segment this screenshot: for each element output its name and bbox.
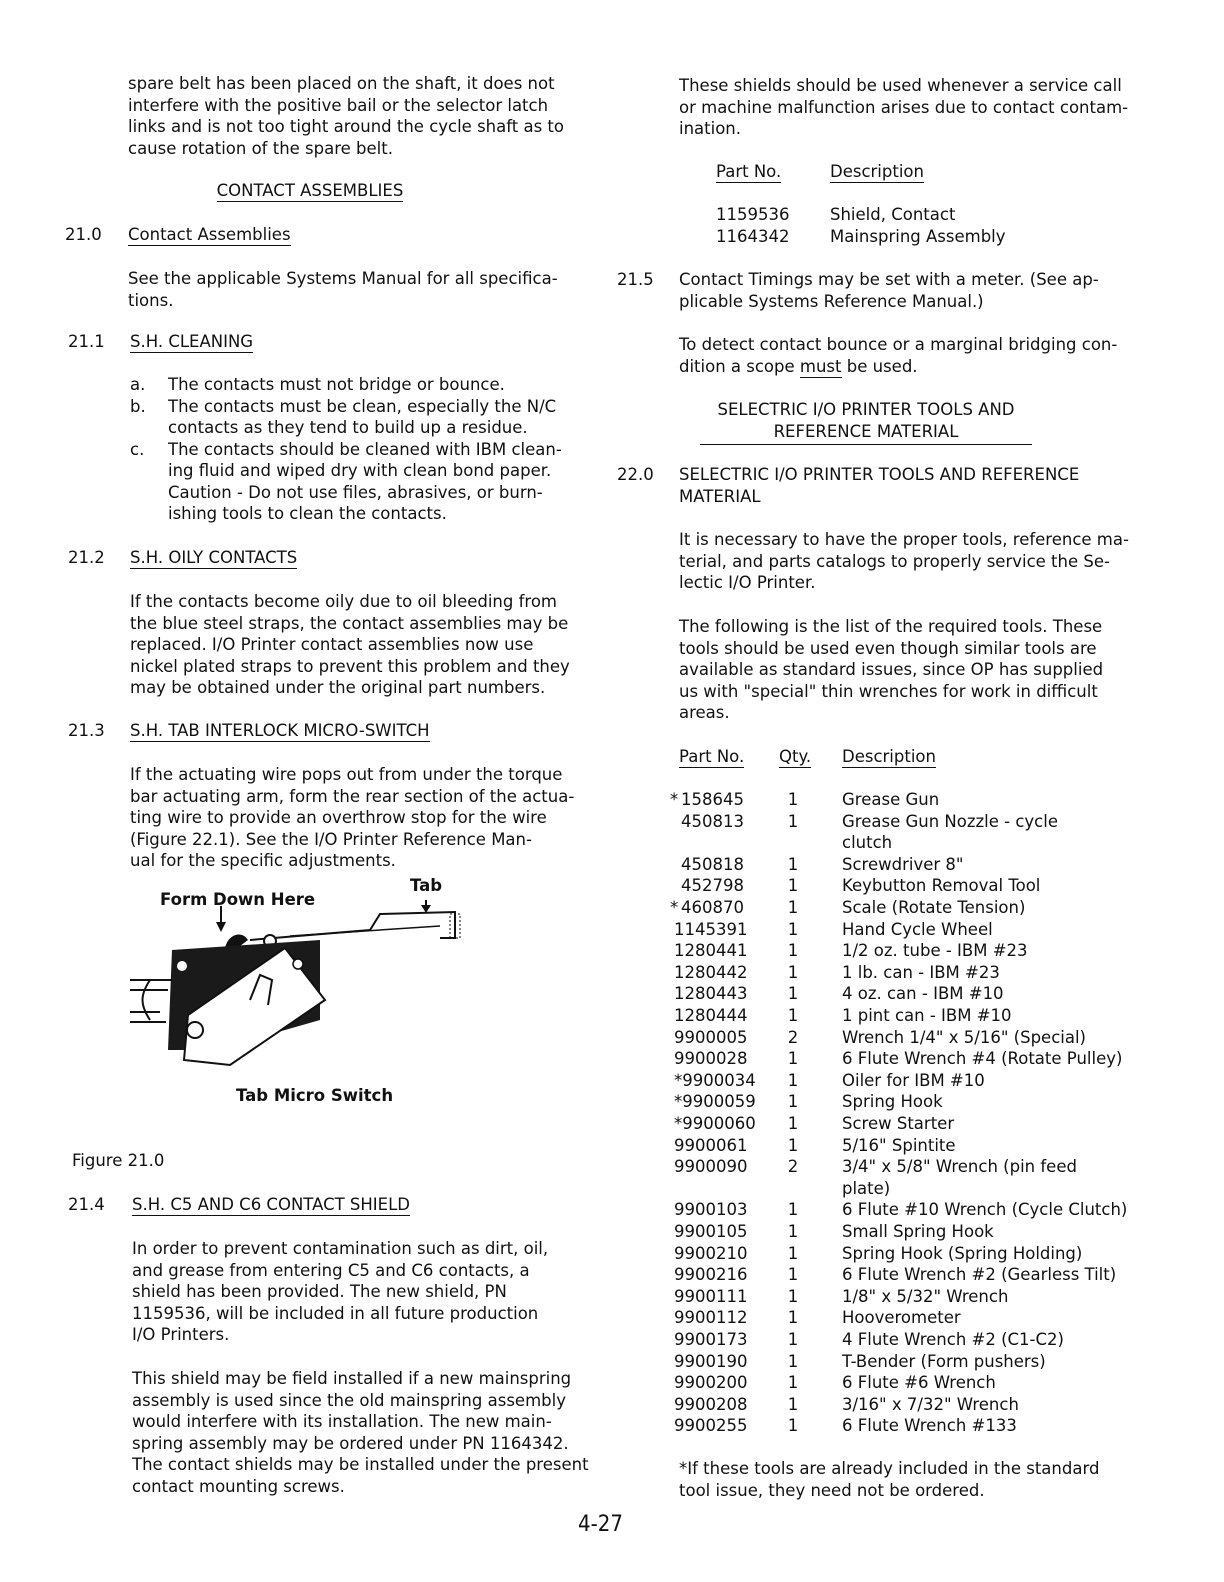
tool-description: 6 Flute Wrench #2 (Gearless Tilt) bbox=[842, 1265, 1117, 1285]
figure-label-form-down: Form Down Here bbox=[160, 890, 316, 909]
tool-description: Keybutton Removal Tool bbox=[842, 876, 1041, 896]
part-number: 9900173 bbox=[674, 1330, 748, 1349]
section-21-2-text bbox=[130, 591, 570, 699]
list-text: The contacts must not bridge or bounce. bbox=[168, 375, 505, 394]
text-line: tool issue, they need not be ordered. bbox=[679, 1480, 985, 1500]
text-line: This shield may be field installed if a new mainspring bbox=[132, 1369, 572, 1388]
section-title-text: S.H. C5 AND C6 CONTACT SHIELD bbox=[132, 1195, 410, 1214]
part-number: 9900200 bbox=[674, 1373, 748, 1393]
part-number: *9900034 bbox=[674, 1070, 756, 1090]
shield-table-part: 1159536 bbox=[716, 205, 790, 224]
section-number-21-0: 21.0 bbox=[65, 225, 102, 244]
part-number: 9900190 bbox=[674, 1351, 748, 1371]
quantity: 1 bbox=[787, 1416, 799, 1436]
part-number: 9900255 bbox=[674, 1416, 748, 1436]
section-21-5-paragraph-1 bbox=[679, 269, 1099, 312]
required-mark: * bbox=[670, 898, 679, 917]
part-number: 9900112 bbox=[674, 1308, 748, 1328]
tools-table-header-part bbox=[679, 746, 744, 768]
tool-description: 6 Flute Wrench #133 bbox=[842, 1416, 1017, 1436]
section-title-22-0 bbox=[679, 464, 1079, 507]
text-line: To detect contact bounce or a marginal bridging con- bbox=[679, 335, 1118, 354]
footnote bbox=[679, 1458, 1099, 1501]
micro-switch-illustration bbox=[120, 900, 480, 1070]
header-text: Qty. bbox=[779, 747, 812, 766]
list-text: The contacts must be clean, especially the N/C bbox=[168, 396, 557, 416]
section-title-text: S.H. CLEANING bbox=[130, 332, 254, 351]
part-number: 9900061 bbox=[674, 1135, 748, 1155]
text-line: available as standard issues, since OP has supplied bbox=[679, 660, 1104, 679]
intro-paragraph bbox=[128, 73, 564, 159]
part-number: 9900105 bbox=[674, 1222, 748, 1241]
part-number: 9900210 bbox=[674, 1243, 748, 1263]
text-line: areas. bbox=[679, 703, 730, 722]
tool-description: T-Bender (Form pushers) bbox=[842, 1351, 1046, 1371]
section-21-5-paragraph-2 bbox=[679, 334, 1117, 377]
section-title-text: S.H. TAB INTERLOCK MICRO-SWITCH bbox=[130, 721, 430, 740]
text-line: If the contacts become oily due to oil bleeding from bbox=[130, 592, 558, 611]
mounting-hole bbox=[177, 961, 187, 971]
tool-description: Oiler for IBM #10 bbox=[842, 1070, 985, 1090]
section-title-21-2 bbox=[130, 547, 297, 569]
heading-text: CONTACT ASSEMBLIES bbox=[216, 181, 404, 200]
shield-table-part: 1164342 bbox=[716, 227, 790, 246]
list-marker: b. bbox=[130, 396, 146, 416]
part-number: 1280444 bbox=[674, 1006, 748, 1025]
text-line: I/O Printers. bbox=[132, 1325, 230, 1344]
text-line: links and is not too tight around the cycle shaft as to bbox=[128, 117, 564, 136]
mounting-screw bbox=[293, 959, 303, 969]
text-line: ination. bbox=[679, 119, 742, 138]
tools-reference-heading bbox=[700, 399, 1032, 445]
section-title-21-3 bbox=[130, 720, 430, 742]
header-text: Part No. bbox=[716, 162, 782, 181]
section-number-21-5: 21.5 bbox=[617, 270, 654, 289]
list-item bbox=[130, 396, 562, 418]
tools-table-header-qty bbox=[779, 746, 811, 768]
part-number: 1145391 bbox=[674, 919, 748, 939]
section-title-21-0 bbox=[128, 224, 291, 246]
text-line: lectic I/O Printer. bbox=[679, 573, 816, 592]
shield-table-header-desc bbox=[830, 161, 924, 183]
text-line: or machine malfunction arises due to contact contam- bbox=[679, 97, 1129, 117]
text-line: nickel plated straps to prevent this problem and they bbox=[130, 656, 570, 676]
header-text: Description bbox=[830, 162, 924, 181]
text-fragment: be used. bbox=[841, 356, 918, 376]
shield-table-header-part bbox=[716, 161, 781, 183]
text-line: interfere with the positive bail or the selector latch bbox=[128, 95, 549, 115]
part-number: 1280442 bbox=[674, 962, 748, 982]
quantity: 1 bbox=[787, 1200, 799, 1220]
shield-table-desc: Mainspring Assembly bbox=[830, 227, 1006, 246]
switch-terminals bbox=[130, 980, 172, 1022]
section-number-21-4: 21.4 bbox=[68, 1195, 105, 1214]
title-line: SELECTRIC I/O PRINTER TOOLS AND REFERENCE bbox=[679, 465, 1080, 484]
part-number: 452798 bbox=[681, 876, 744, 896]
part-number: 1280441 bbox=[674, 941, 748, 961]
list-text: ishing tools to clean the contacts. bbox=[168, 504, 447, 523]
tool-description: Spring Hook bbox=[842, 1092, 943, 1112]
section-title-21-1 bbox=[130, 331, 253, 353]
quantity: 1 bbox=[787, 1373, 799, 1393]
text-line: may be obtained under the original part numbers. bbox=[130, 678, 546, 697]
text-line: contact mounting screws. bbox=[132, 1476, 345, 1496]
part-number: 9900028 bbox=[674, 1049, 748, 1069]
text-line bbox=[679, 356, 1117, 378]
list-text: Caution - Do not use files, abrasives, or burn- bbox=[168, 482, 543, 502]
tool-description: clutch bbox=[842, 833, 893, 853]
text-line: 1159536, will be included in all future production bbox=[132, 1303, 539, 1323]
list-text: ing fluid and wiped dry with clean bond paper. bbox=[168, 461, 552, 480]
mounting-screw bbox=[187, 1022, 203, 1038]
text-line: bar actuating arm, form the rear section of the actua- bbox=[130, 786, 575, 806]
tool-description: 4 Flute Wrench #2 (C1-C2) bbox=[842, 1330, 1064, 1349]
text-line: ting wire to provide an overthrow stop for the wire bbox=[130, 808, 547, 827]
cleaning-list bbox=[130, 374, 562, 525]
quantity: 1 bbox=[787, 1394, 799, 1414]
actuating-wire bbox=[290, 926, 440, 936]
part-number: 9900090 bbox=[674, 1157, 748, 1177]
text-line: (Figure 22.1). See the I/O Printer Reference Man- bbox=[130, 829, 532, 849]
part-number: 158645 bbox=[681, 790, 744, 809]
text-fragment: dition a scope bbox=[679, 356, 800, 376]
tool-description: Grease Gun bbox=[842, 790, 940, 809]
text-line: If the actuating wire pops out from under the torque bbox=[130, 765, 563, 784]
text-line: Contact Timings may be set with a meter. (See ap- bbox=[679, 270, 1099, 289]
quantity: 2 bbox=[787, 1157, 799, 1177]
tool-description: Screwdriver 8" bbox=[842, 854, 964, 874]
tool-description: 3/4" x 5/8" Wrench (pin feed bbox=[842, 1157, 1077, 1177]
text-line: tools should be used even though similar tools are bbox=[679, 638, 1097, 658]
text-line: terial, and parts catalogs to properly service the Se- bbox=[679, 551, 1110, 571]
text-line: plicable Systems Reference Manual.) bbox=[679, 291, 984, 311]
text-line: The contact shields may be installed under the present bbox=[132, 1455, 589, 1474]
tool-description: 1 lb. can - IBM #23 bbox=[842, 962, 1000, 982]
part-number: 9900005 bbox=[674, 1027, 748, 1047]
section-21-3-text bbox=[130, 764, 574, 872]
tool-description: 5/16" Spintite bbox=[842, 1135, 956, 1155]
contact-assemblies-heading bbox=[208, 180, 412, 202]
section-number-21-1: 21.1 bbox=[68, 332, 105, 351]
tool-description: Hooverometer bbox=[842, 1308, 961, 1328]
header-text: Description bbox=[842, 747, 936, 766]
quantity: 1 bbox=[787, 984, 799, 1004]
text-line: tions. bbox=[128, 290, 174, 310]
quantity: 1 bbox=[787, 854, 799, 874]
header-text: Part No. bbox=[679, 747, 745, 766]
section-title-21-4 bbox=[132, 1194, 410, 1216]
text-line: The following is the list of the required tools. These bbox=[679, 617, 1103, 636]
section-22-0-paragraph-1 bbox=[679, 529, 1129, 594]
text-line: spare belt has been placed on the shaft, it does not bbox=[128, 74, 555, 93]
text-line: the blue steel straps, the contact assemblies may be bbox=[130, 613, 569, 633]
quantity: 1 bbox=[787, 1351, 799, 1371]
quantity: 1 bbox=[787, 919, 799, 939]
list-marker: a. bbox=[130, 375, 146, 394]
section-number-22-0: 22.0 bbox=[617, 465, 654, 484]
section-22-0-paragraph-2 bbox=[679, 616, 1103, 724]
quantity: 1 bbox=[787, 1070, 799, 1090]
terminal-lead bbox=[143, 980, 151, 1020]
part-number: 450818 bbox=[681, 854, 744, 874]
list-text: contacts as they tend to build up a residue. bbox=[168, 418, 528, 437]
text-line: In order to prevent contamination such as dirt, oil, bbox=[132, 1239, 549, 1258]
tool-description: Small Spring Hook bbox=[842, 1222, 994, 1241]
section-title-text: S.H. OILY CONTACTS bbox=[130, 548, 298, 567]
page-number: 4-27 bbox=[578, 1512, 623, 1537]
quantity: 1 bbox=[787, 941, 799, 961]
quantity: 1 bbox=[787, 1222, 799, 1241]
text-line: assembly is used since the old mainspring assembly bbox=[132, 1390, 566, 1410]
section-number-21-3: 21.3 bbox=[68, 721, 105, 740]
shield-table-desc: Shield, Contact bbox=[830, 205, 956, 224]
tool-description: Wrench 1/4" x 5/16" (Special) bbox=[842, 1027, 1086, 1047]
heading-line: REFERENCE MATERIAL bbox=[773, 421, 959, 441]
tool-description: 6 Flute Wrench #4 (Rotate Pulley) bbox=[842, 1049, 1123, 1069]
shields-paragraph bbox=[679, 75, 1128, 140]
quantity: 1 bbox=[787, 1049, 799, 1069]
section-21-4-paragraph-2 bbox=[132, 1368, 589, 1497]
tool-description: 1/8" x 5/32" Wrench bbox=[842, 1286, 1009, 1306]
heading-line: SELECTRIC I/O PRINTER TOOLS AND bbox=[717, 400, 1015, 419]
quantity: 1 bbox=[787, 1006, 799, 1025]
figure-number-label: Figure 21.0 bbox=[72, 1151, 165, 1170]
list-item bbox=[130, 374, 562, 396]
text-line: These shields should be used whenever a service call bbox=[679, 76, 1122, 95]
tool-description: Hand Cycle Wheel bbox=[842, 919, 993, 939]
tool-description: 3/16" x 7/32" Wrench bbox=[842, 1394, 1019, 1414]
tool-description: 1/2 oz. tube - IBM #23 bbox=[842, 941, 1028, 961]
tool-description: plate) bbox=[842, 1178, 891, 1198]
text-line: would interfere with its installation. The new main- bbox=[132, 1412, 552, 1431]
text-line: replaced. I/O Printer contact assemblies now use bbox=[130, 635, 534, 654]
text-line: shield has been provided. The new shield, PN bbox=[132, 1282, 507, 1301]
text-line: us with "special" thin wrenches for work in difficult bbox=[679, 681, 1098, 701]
text-line: ual for the specific adjustments. bbox=[130, 851, 396, 870]
section-21-4-paragraph-1 bbox=[132, 1238, 548, 1346]
tool-description: Scale (Rotate Tension) bbox=[842, 898, 1026, 917]
quantity: 1 bbox=[787, 1330, 799, 1349]
section-title-text: Contact Assemblies bbox=[128, 225, 291, 244]
text-line: It is necessary to have the proper tools, reference ma- bbox=[679, 530, 1129, 549]
quantity: 2 bbox=[787, 1027, 799, 1047]
quantity: 1 bbox=[787, 1308, 799, 1328]
tool-description: 1 pint can - IBM #10 bbox=[842, 1006, 1012, 1025]
text-line: and grease from entering C5 and C6 contacts, a bbox=[132, 1260, 530, 1280]
tool-description: Spring Hook (Spring Holding) bbox=[842, 1243, 1083, 1263]
part-number: *9900059 bbox=[674, 1092, 756, 1112]
list-marker: c. bbox=[130, 439, 145, 459]
part-number: 9900216 bbox=[674, 1265, 748, 1285]
figure-label-tab: Tab bbox=[410, 876, 443, 895]
list-item bbox=[130, 439, 562, 461]
figure-caption: Tab Micro Switch bbox=[236, 1086, 394, 1105]
text-line: cause rotation of the spare belt. bbox=[128, 138, 393, 158]
part-number: 450813 bbox=[681, 811, 744, 831]
tool-description: 4 oz. can - IBM #10 bbox=[842, 984, 1004, 1004]
quantity: 1 bbox=[787, 1092, 799, 1112]
quantity: 1 bbox=[787, 811, 799, 831]
form-arrow-head bbox=[216, 922, 226, 932]
required-mark: * bbox=[670, 790, 679, 809]
quantity: 1 bbox=[787, 1265, 799, 1285]
quantity: 1 bbox=[787, 1286, 799, 1306]
text-line: spring assembly may be ordered under PN 1164342. bbox=[132, 1433, 569, 1453]
part-number: 9900111 bbox=[674, 1286, 748, 1306]
text-line: See the applicable Systems Manual for all specifica- bbox=[128, 269, 558, 288]
tools-table-header-desc bbox=[842, 746, 936, 768]
emphasis-must: must bbox=[799, 356, 842, 376]
quantity: 1 bbox=[787, 962, 799, 982]
actuating-wire bbox=[250, 912, 455, 940]
part-number: 1280443 bbox=[674, 984, 748, 1004]
quantity: 1 bbox=[787, 876, 799, 896]
tool-description: Screw Starter bbox=[842, 1114, 955, 1133]
part-number: *9900060 bbox=[674, 1114, 756, 1133]
quantity: 1 bbox=[787, 1135, 799, 1155]
part-number: 9900103 bbox=[674, 1200, 748, 1220]
list-text: The contacts should be cleaned with IBM clean- bbox=[168, 439, 562, 459]
quantity: 1 bbox=[787, 790, 799, 809]
title-line: MATERIAL bbox=[679, 486, 761, 506]
text-line: *If these tools are already included in the standard bbox=[679, 1459, 1100, 1478]
section-21-0-text bbox=[128, 268, 558, 311]
tool-description: 6 Flute #6 Wrench bbox=[842, 1373, 996, 1393]
part-number: 9900208 bbox=[674, 1394, 748, 1414]
quantity: 1 bbox=[787, 898, 799, 917]
section-number-21-2: 21.2 bbox=[68, 548, 105, 567]
quantity: 1 bbox=[787, 1243, 799, 1263]
quantity: 1 bbox=[787, 1114, 799, 1133]
tool-description: 6 Flute #10 Wrench (Cycle Clutch) bbox=[842, 1200, 1128, 1220]
tool-description: Grease Gun Nozzle - cycle bbox=[842, 811, 1058, 831]
part-number: 460870 bbox=[681, 898, 744, 917]
